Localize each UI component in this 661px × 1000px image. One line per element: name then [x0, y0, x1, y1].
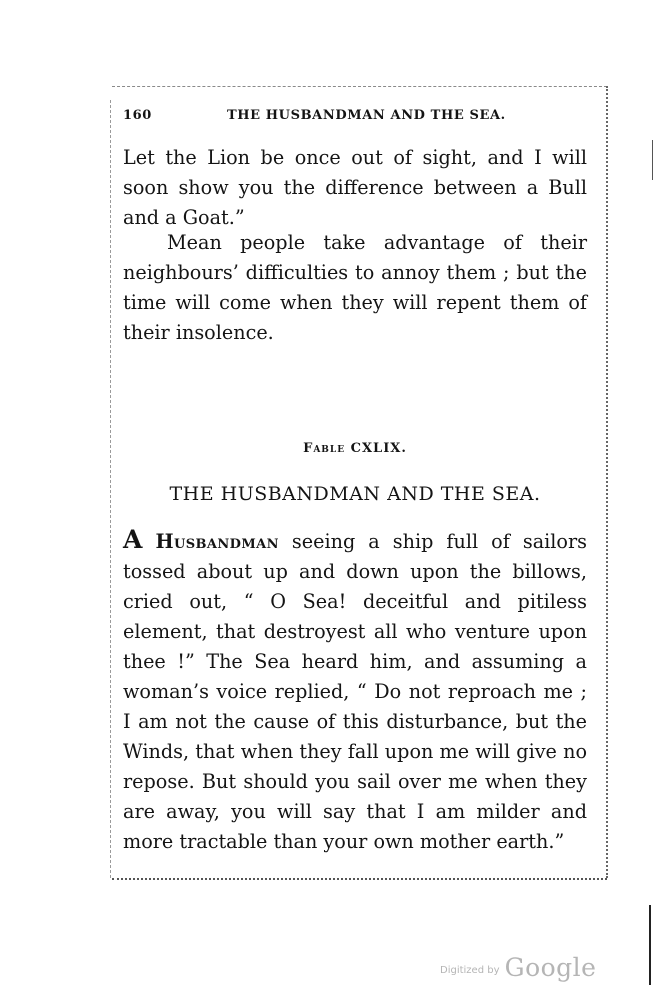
fable-body-text: seeing a ship full of sailors tossed about up and down upon the billows, cried out, “ O Sea! deceitful and pitiless element, that destroyest all who venture upon thee !” The Sea heard him, and assuming a woman’s voice replied, “ Do not reproach me ; I am not the cause of this disturbance, but the Winds, that when they fall upon me will give no repose. But should you sail over me when they are away, you will say that I am milder and more tractable than your own mother earth.”: [123, 530, 587, 853]
running-title: THE HUSBANDMAN AND THE SEA.: [227, 108, 506, 123]
page-frame-top: [112, 86, 607, 87]
fable-body: [123, 525, 587, 857]
fable-title: THE HUSBANDMAN AND THE SEA.: [169, 483, 541, 505]
google-logo: Google: [504, 953, 597, 982]
scan-edge-mark: [649, 905, 651, 985]
lead-smallcaps: Husbandman: [155, 530, 279, 553]
digitized-watermark: [440, 953, 596, 982]
fable-number: Fable CXLIX.: [303, 441, 407, 456]
scan-edge-mark: [652, 140, 653, 180]
drop-cap: A: [123, 525, 143, 554]
paragraph-continuation: Let the Lion be once out of sight, and I will soon show you the difference between a Bull and a Goat.”: [123, 146, 587, 229]
moral-paragraph: Mean people take advantage of their neighbours’ difficulties to annoy them ; but the time will come when they will repent them of their insolence.: [123, 231, 587, 344]
digitized-label: Digitized by: [440, 965, 500, 976]
page-number: 160: [123, 108, 152, 123]
page-frame-left: [110, 100, 111, 878]
page-frame-right: [606, 86, 608, 878]
page-frame-bottom: [112, 878, 607, 880]
